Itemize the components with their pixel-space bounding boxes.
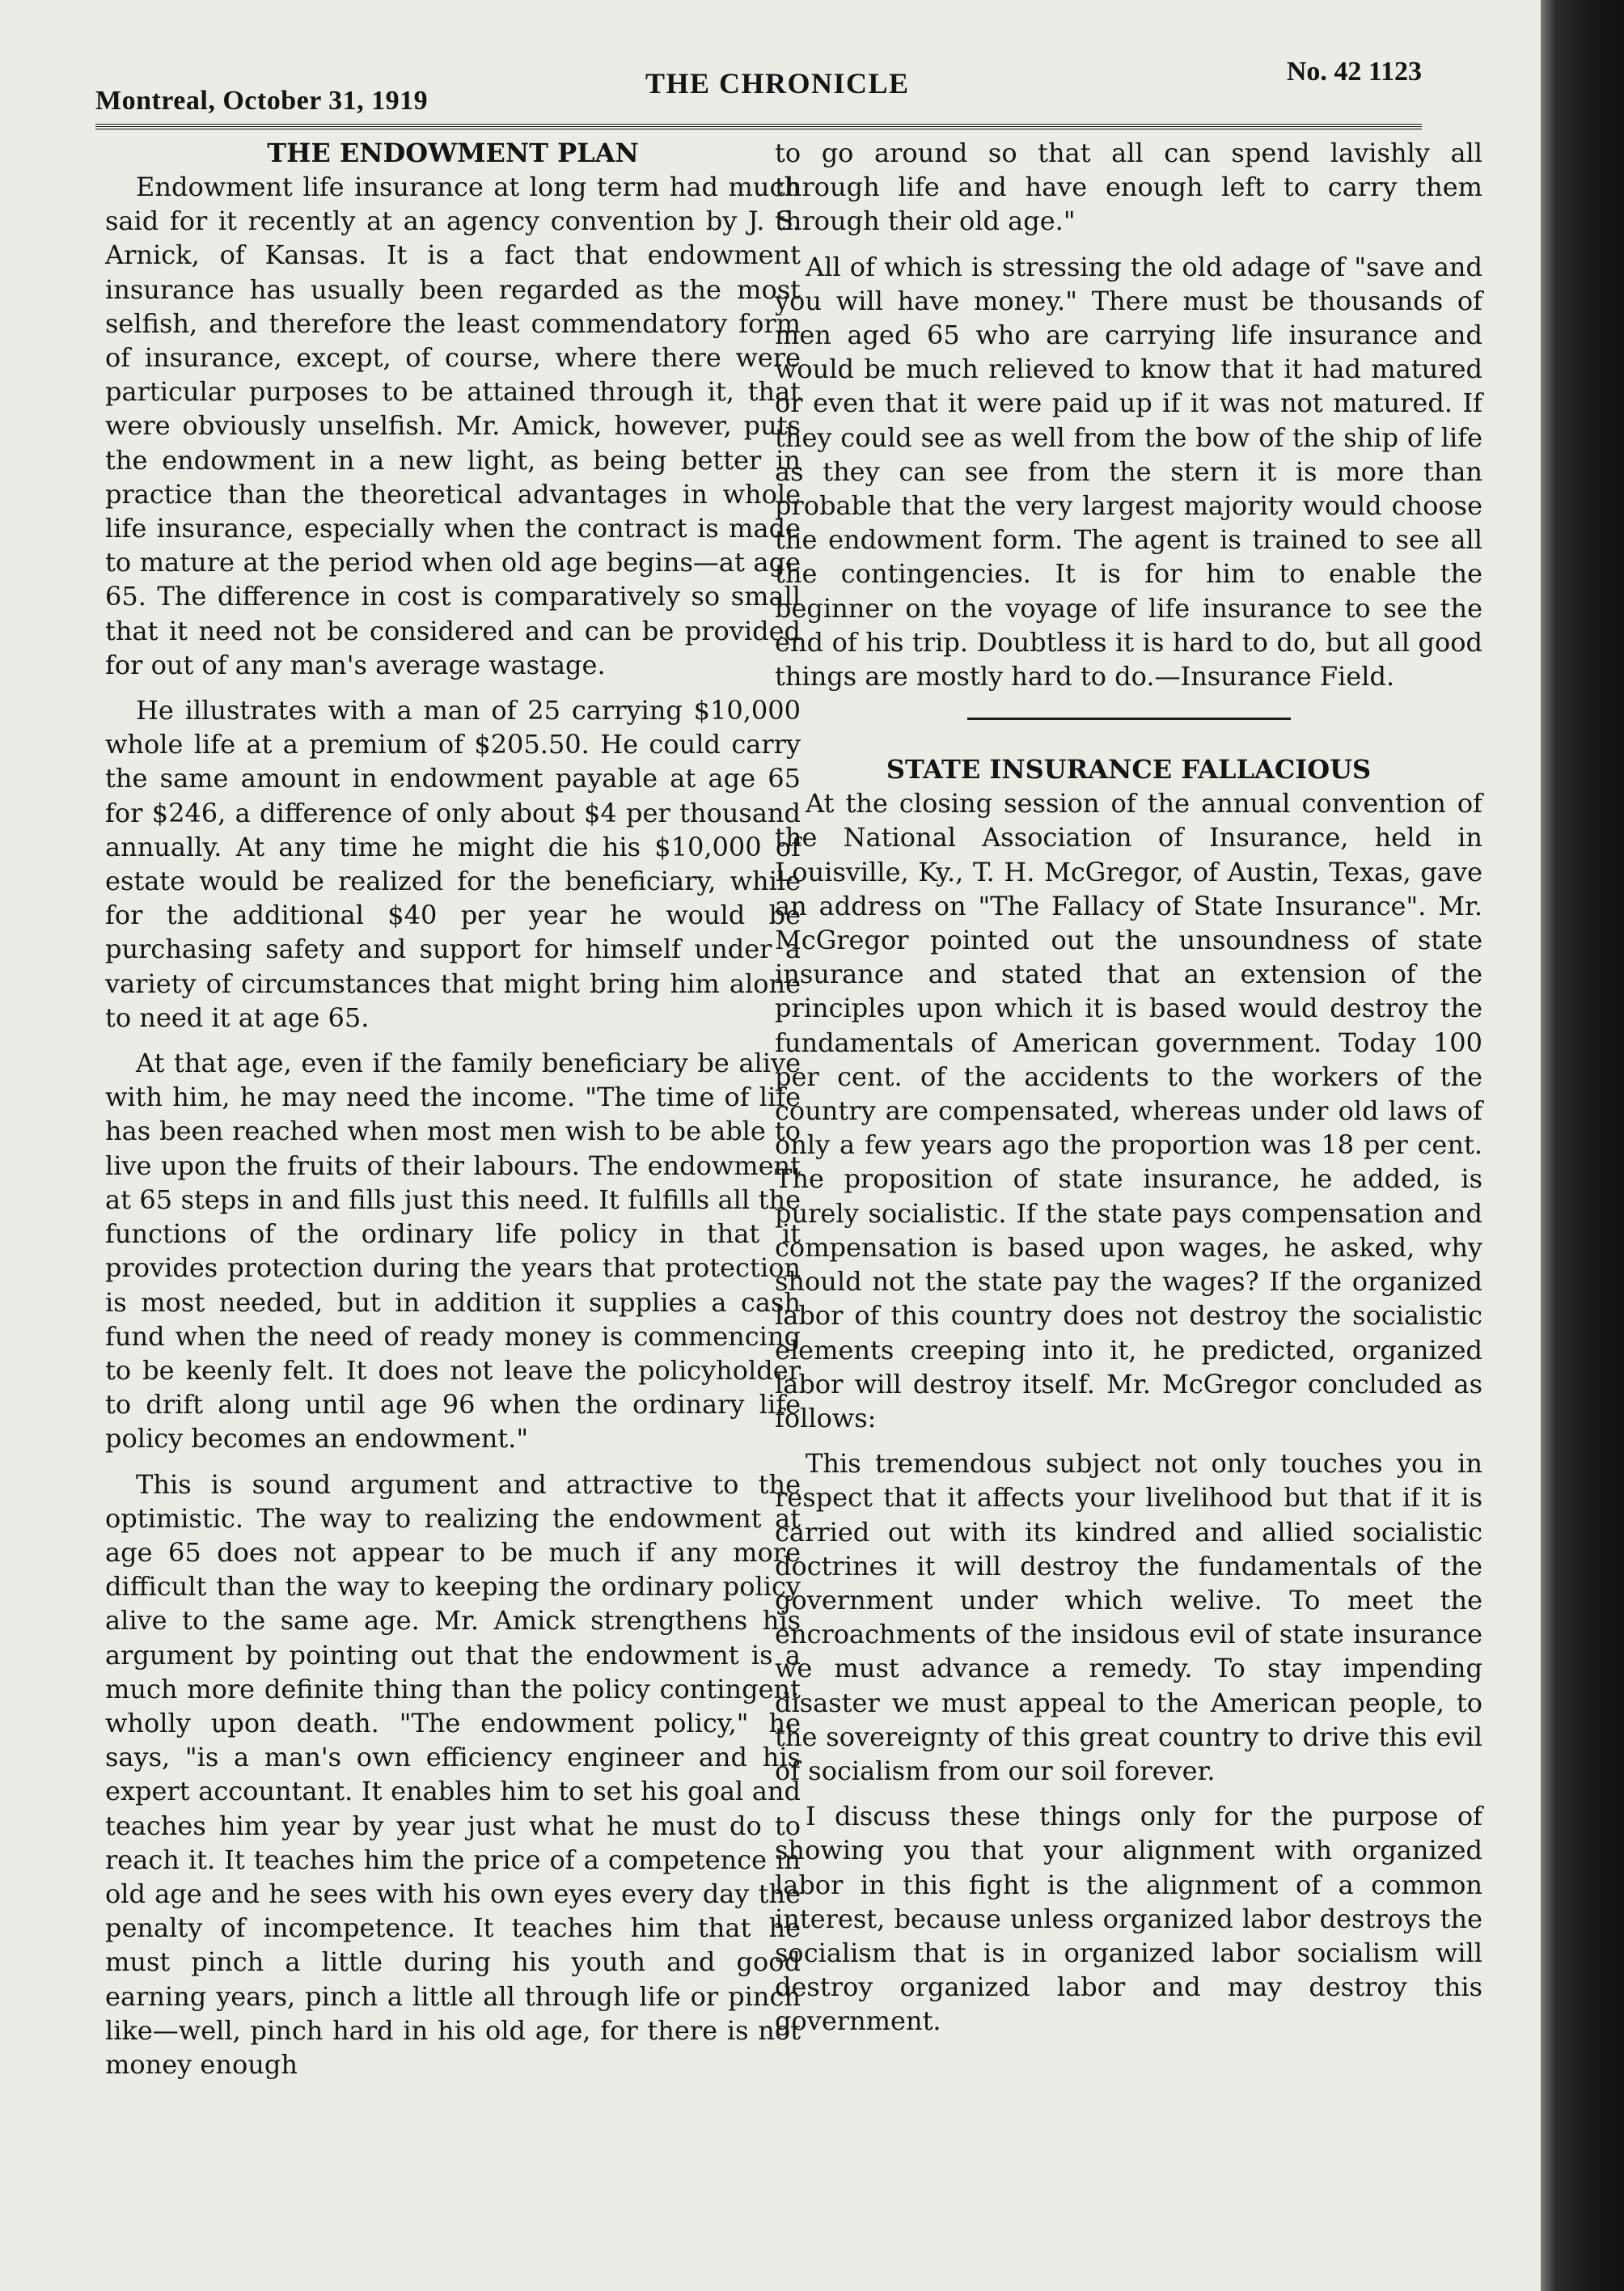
header-rule	[95, 124, 1422, 129]
article-paragraph: This is sound argument and attractive to the optimistic. The way to realizing the endowment at age 65 does not appear to be much if any more difficult than the way to keeping the ordinary policy alive to the same age. Mr. Amick strengthens his argument by pointing out that the endowment is a much more definite thing than the policy contingent wholly upon death. "The endowment policy," he says, "is a man's own efficiency engineer and his expert accountant. It enables him to set his goal and teaches him year by year just what he must do to reach it. It teaches him the price of a competence in old age and he sees with his own eyes every day the penalty of incompetence. It teaches him that he must pinch a little during his youth and good earning years, pinch a little all through life or pinch like—well, pinch hard in his old age, for there is not money enough	[105, 1468, 801, 2080]
article-paragraph: All of which is stressing the old adage of "save and you will have money." There must be thousands of men aged 65 who are carrying life insurance and would be much relieved to know that it had matured or even that it were paid up if it was not matured. If they could see as well from the bow of the ship of life as they can see from the stern it is more than probable that the very largest majority would choose the endowment form. The agent is trained to see all the contingencies. It is for him to enable the beginner on the voyage of life insurance to see the end of his trip. Doubtless it is hard to do, but all good things are mostly hard to do.—Insurance Field.	[775, 251, 1482, 692]
article-paragraph: At that age, even if the family beneficiary be alive with him, he may need the income. "The time of life has been reached when most men wish to be able to live upon the fruits of their labours. The endowment at 65 steps in and fills just this need. It fulfills all the functions of the ordinary life policy in that it provides protection during the years that protection is most needed, but in addition it supplies a cash fund when the need of ready money is commencing to be keenly felt. It does not leave the policyholder to drift along until age 96 when the ordinary life policy becomes an endowment."	[105, 1048, 801, 1455]
article-divider	[967, 718, 1291, 720]
left-column	[105, 136, 801, 2093]
article-paragraph: At the closing session of the annual convention of the National Association of Insurance, held in Louisville, Ky., T. H. McGregor, of Austin, Texas, gave an address on "The Fallacy of State Insurance". Mr. McGregor pointed out the unsoundness of state insurance and stated that an extension of the principles upon which it is based would destroy the fundamentals of American government. Today 100 per cent. of the accidents to the workers of the country are compensated, whereas under old laws of only a few years ago the proportion was 18 per cent. The proposition of state insurance, he added, is purely socialistic. If the state pays compensation and compensation is based upon wages, he asked, why should not the state pay the wages? If the organized labor of this country does not destroy the socialistic elements creeping into it, he predicted, organized labor will destroy itself. Mr. McGregor concluded as follows:	[775, 788, 1482, 1433]
right-column	[775, 136, 1482, 2050]
article-paragraph: He illustrates with a man of 25 carrying $10,000 whole life at a premium of $205.50. He could carry the same amount in endowment payable at age 65 for $246, a difference of only about $4 per thousand annually. At any time he might die his $10,000 of estate would be realized for the beneficiary, while for the additional $40 per year he would be purchasing safety and support for himself under a variety of circumstances that might bring him alone to need it at age 65.	[105, 695, 801, 1033]
header-date: Montreal, October 31, 1919	[95, 86, 429, 116]
header-publication: THE CHRONICLE	[645, 67, 910, 100]
article-title-state-insurance: STATE INSURANCE FALLACIOUS	[886, 754, 1372, 786]
page-edge-shadow	[1541, 0, 1624, 2291]
article-paragraph: Endowment life insurance at long term had much said for it recently at an agency convention by J. S. Arnick, of Kansas. It is a fact that endowment insurance has usually been regarded as the most selfish, and therefore the least commendatory form of insurance, except, of course, where there were particular purposes to be attained through it, that were obviously unselfish. Mr. Amick, however, puts the endowment in a new light, as being better in practice than the theoretical advantages in whole life insurance, especially when the contract is made to mature at the period when old age begins—at age 65. The difference in cost is comparatively so small that it need not be considered and can be provided for out of any man's average wastage.	[105, 172, 801, 680]
article-title-endowment: THE ENDOWMENT PLAN	[267, 138, 639, 168]
article-paragraph: This tremendous subject not only touches you in respect that it affects your livelihood but that if it is carried out with its kindred and allied socialistic doctrines it will destroy the fundamentals of the government under which welive. To meet the encroachments of the insidous evil of state insurance we must advance a remedy. To stay impending disaster we must appeal to the American people, to the sovereignty of this great country to drive this evil of socialism from our soil forever.	[775, 1448, 1482, 1786]
page-header	[95, 57, 1422, 118]
article-paragraph-continued: to go around so that all can spend lavishly all through life and have enough left to carry them through their old age."	[775, 138, 1482, 237]
article-paragraph: I discuss these things only for the purpose of showing you that your alignment with organized labor in this fight is the alignment of a common interest, because unless organized labor destroys the socialism that is in organized labor socialism will destroy organized labor and may destroy this government.	[775, 1801, 1482, 2037]
header-issue: No. 42 1123	[1286, 57, 1422, 87]
